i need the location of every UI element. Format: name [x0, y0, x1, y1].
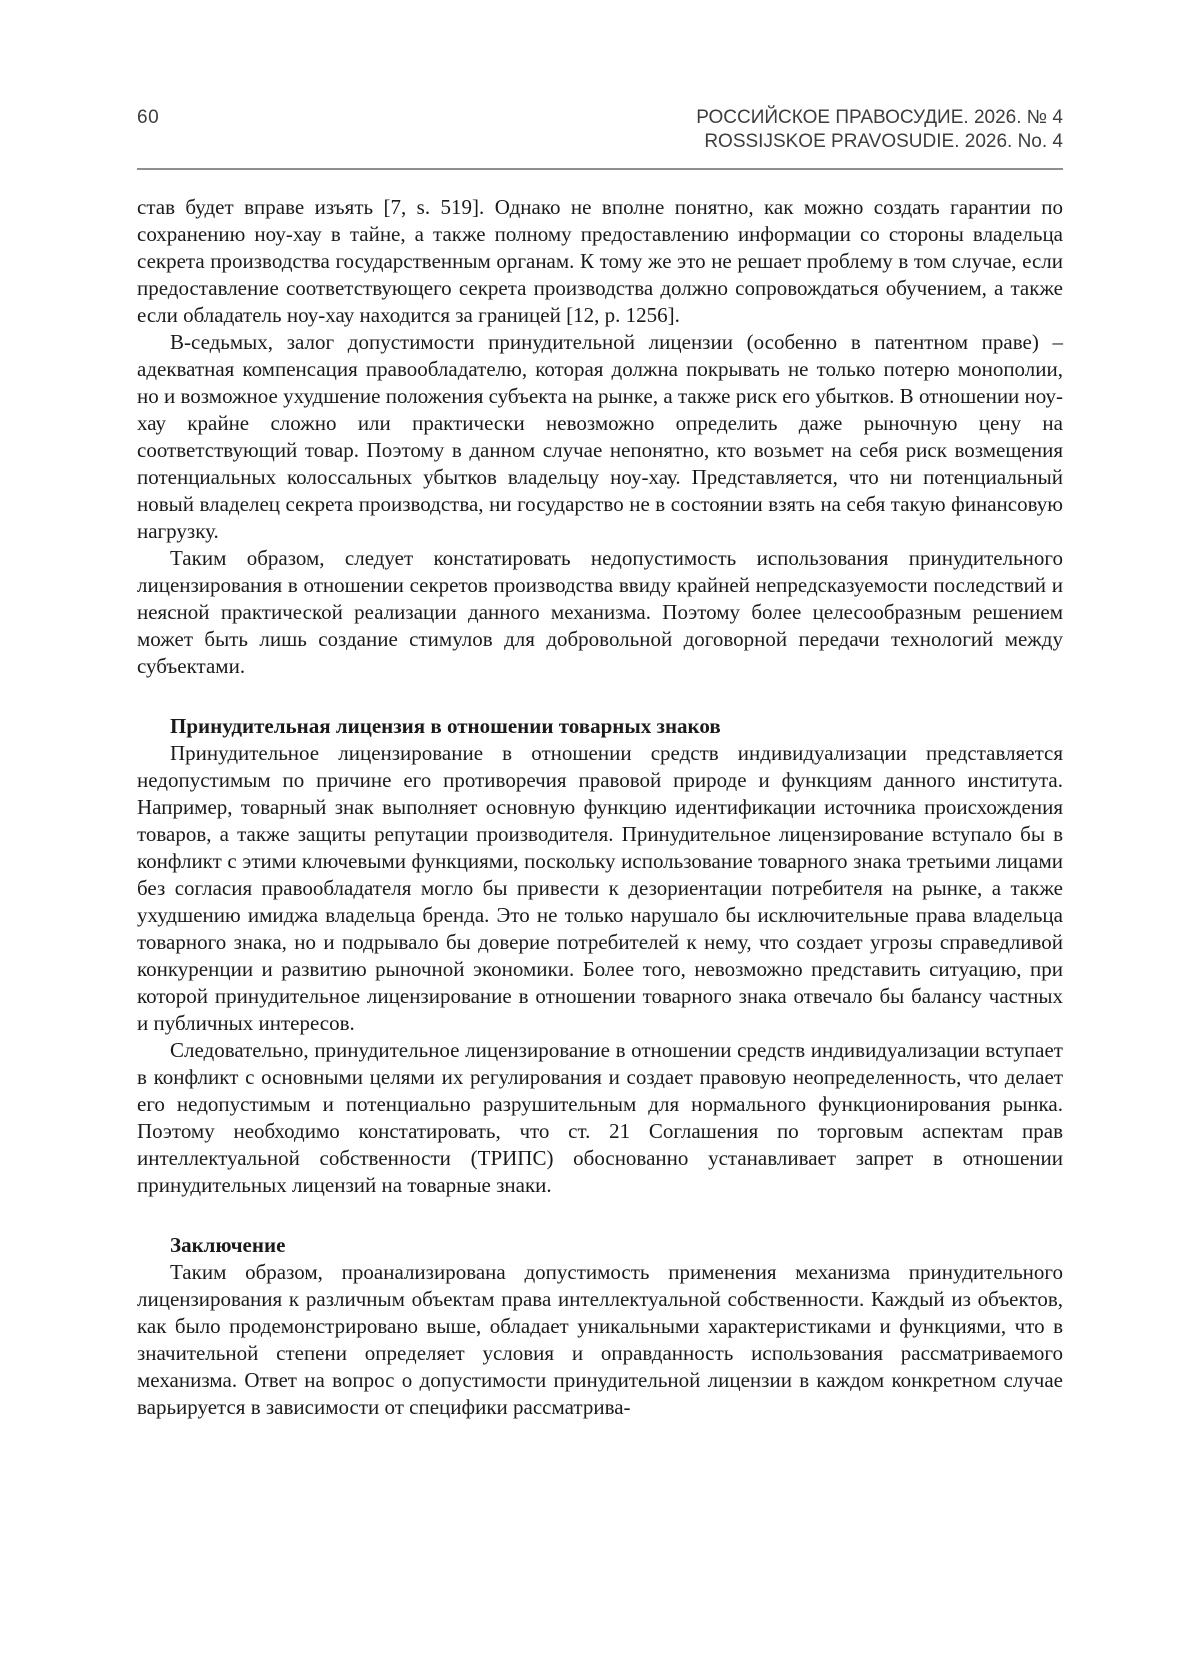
header-rule	[137, 168, 1063, 170]
journal-title-ru: РОССИЙСКОЕ ПРАВОСУДИЕ. 2026. № 4	[696, 107, 1063, 128]
page-header	[137, 106, 1063, 153]
article-body	[137, 194, 1063, 1421]
section-heading-conclusion: Заключение	[170, 1233, 286, 1257]
paragraph-final-analysis: Таким образом, проанализирована допустимость применения механизма принудительного лицензирования к различным объектам права интеллектуальной собственности. Каждый из объектов, как было продемонстрировано выше, обладает уникальными характеристиками и функциями, что в значительной степени определяет условия и оправданность использования рассматриваемого механизма. Ответ на вопрос о допустимости принудительной лицензии в каждом конкретном случае варьируется в зависимости от специфики рассматрива-	[137, 1260, 1063, 1419]
paragraph-continuation-know-how-seizure: став будет вправе изъять [7, s. 519]. Однако не вполне понятно, как можно создать гарантии по сохранению ноу-хау в тайне, а также полному предоставлению информации со стороны владельца секрета производства государственным органам. К тому же это не решает проблему в том случае, если предоставление соответствующего секрета производства должно сопровождаться обучением, а также если обладатель ноу-хау находится за границей [12, p. 1256].	[137, 195, 1063, 327]
paragraph-trademark-functions: Принудительное лицензирование в отношении средств индивидуализации представляется недопустимым по причине его противоречия правовой природе и функциям данного института. Например, товарный знак выполняет основную функцию идентификации источника происхождения товаров, а также защиты репутации производителя. Принудительное лицензирование вступало бы в конфликт с этими ключевыми функциями, поскольку использование товарного знака третьими лицами без согласия правообладателя могло бы привести к дезориентации потребителя на рынке, а также ухудшению имиджа владельца бренда. Это не только нарушало бы исключительные права владельца товарного знака, но и подрывало бы доверие потребителей к нему, что создает угрозы справедливой конкуренции и развитию рыночной экономики. Более того, невозможно представить ситуацию, при которой принудительное лицензирование в отношении товарного знака отвечало бы балансу частных и публичных интересов.	[137, 741, 1063, 1035]
page-number: 60	[137, 107, 160, 128]
paragraph-trips-prohibition: Следовательно, принудительное лицензирование в отношении средств индивидуализации вступает в конфликт с основными целями их регулирования и создает правовую неопределенность, что делает его недопустимым и потенциально разрушительным для нормального функционирования рынка. Поэтому необходимо констатировать, что ст. 21 Соглашения по торговым аспектам прав интеллектуальной собственности (ТРИПС) обоснованно устанавливает запрет в отношении принудительных лицензий на товарные знаки.	[137, 1038, 1063, 1197]
paragraph-trade-secrets-conclusion: Таким образом, следует констатировать недопустимость использования принудительного лицензирования в отношении секретов производства ввиду крайней непредсказуемости последствий и неясной практической реализации данного механизма. Поэтому более целесообразным решением может быть лишь создание стимулов для добровольной договорной передачи технологий между субъектами.	[137, 546, 1063, 678]
section-heading-trademarks: Принудительная лицензия в отношении товарных знаков	[170, 714, 721, 738]
journal-title-en: ROSSIJSKOE PRAVOSUDIE. 2026. No. 4	[704, 130, 1063, 152]
journal-title-block	[696, 106, 1063, 153]
paragraph-seventh-compensation: В-седьмых, залог допустимости принудительной лицензии (особенно в патентном праве) – адекватная компенсация правообладателю, которая должна покрывать не только потерю монополии, но и возможное ухудшение положения субъекта на рынке, а также риск его убытков. В отношении ноу-хау крайне сложно или практически невозможно определить даже рыночную цену на соответствующий товар. Поэтому в данном случае непонятно, кто возьмет на себя риск возмещения потенциальных колоссальных убытков владельцу ноу-хау. Представляется, что ни потенциальный новый владелец секрета производства, ни государство не в состоянии взять на себя такую финансовую нагрузку.	[137, 330, 1063, 543]
